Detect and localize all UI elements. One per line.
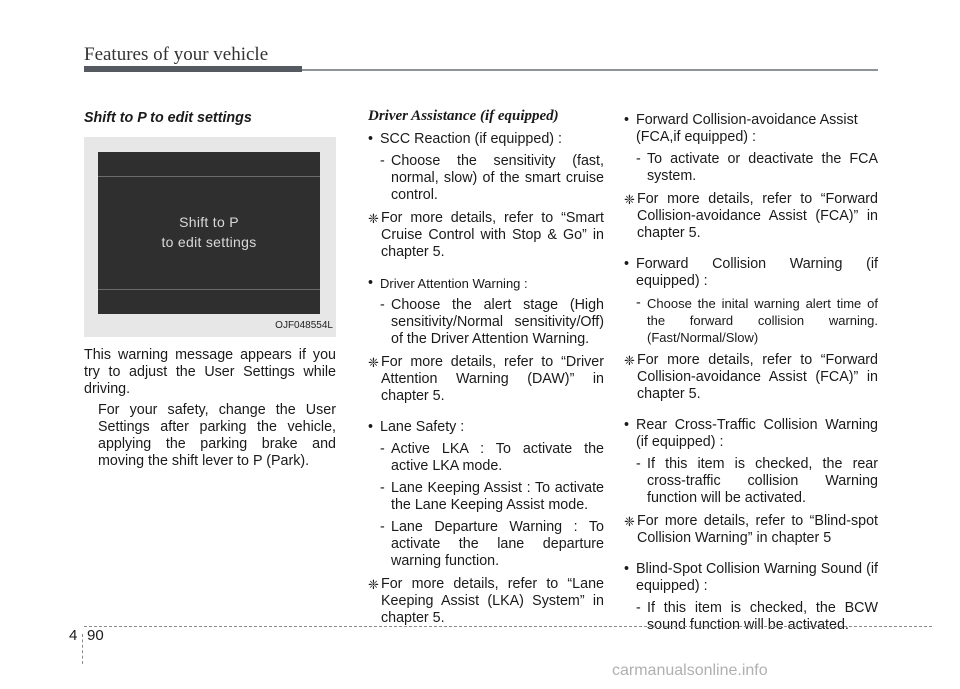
note-icon: ❈ <box>624 353 635 368</box>
list-item <box>368 131 604 148</box>
note <box>368 576 604 627</box>
list-item-label: Rear Cross-Traffic Collision Warning (if equipped) : <box>636 417 878 450</box>
sub-item <box>380 297 604 348</box>
note-icon: ❈ <box>368 577 379 592</box>
dash-icon: - <box>636 295 641 311</box>
footer-divider <box>82 634 83 664</box>
bullet-icon: • <box>624 561 630 577</box>
footer-rule <box>84 626 932 627</box>
list-item <box>368 419 604 436</box>
page-header-title: Features of your vehicle <box>84 44 269 65</box>
watermark: carmanualsonline.info <box>612 662 768 679</box>
cluster-screen <box>98 152 320 314</box>
sub-item-text: To activate or deactivate the FCA system. <box>647 151 878 184</box>
column-2 <box>368 108 604 627</box>
screen-divider-top <box>98 176 320 177</box>
bullet-icon: • <box>624 417 630 433</box>
image-code: OJF048554L <box>275 320 333 331</box>
sub-item-text: Active LKA : To activate the active LKA mode. <box>391 441 604 474</box>
list-item <box>368 275 604 292</box>
note <box>624 191 878 242</box>
list-item <box>624 561 878 595</box>
sub-item <box>636 456 878 507</box>
sub-item-text: Choose the inital warning alert time of the forward collision warning. (Fast/Normal/Slow) <box>647 296 878 345</box>
sub-item <box>380 480 604 514</box>
list-item-label: Forward Collision Warning (if equipped) : <box>636 256 878 289</box>
sub-item <box>636 600 878 634</box>
sub-item-text: Choose the sensitivity (fast, normal, slow) of the smart cruise control. <box>391 153 604 203</box>
bullet-icon: • <box>624 112 630 128</box>
dash-icon: - <box>380 297 385 313</box>
note-text: For more details, refer to “Blind-spot Collision Warning” in chapter 5 <box>637 513 878 546</box>
sub-item-text: Lane Departure Warning : To activate the lane departure warning function. <box>391 519 604 569</box>
list-item <box>624 417 878 451</box>
note-text: For more details, refer to “Forward Collision-avoidance Assist (FCA)” in chapter 5. <box>637 191 878 241</box>
note-text: For more details, refer to “Lane Keeping Assist (LKA) System” in chapter 5. <box>381 576 604 626</box>
dash-icon: - <box>380 480 385 496</box>
sub-item <box>636 295 878 346</box>
header-rule-light <box>302 69 878 71</box>
sub-item-text: If this item is checked, the BCW sound function will be activated. <box>647 600 878 633</box>
sub-item-text: Choose the alert stage (High sensitivity/Normal sensitivity/Off) of the Driver Attention Warning. <box>391 297 604 347</box>
sub-item-text: If this item is checked, the rear cross-traffic collision Warning function will be activated. <box>647 456 878 506</box>
note <box>368 210 604 261</box>
section-heading-driver-assistance: Driver Assistance (if equipped) <box>368 108 559 124</box>
screen-divider-bottom <box>98 289 320 290</box>
intro-paragraph: This warning message appears if you try to adjust the User Settings while driving. <box>84 347 336 397</box>
column-1 <box>84 108 336 470</box>
sub-item <box>380 153 604 204</box>
header-rule-dark <box>84 66 302 72</box>
note-text: For more details, refer to “Forward Collision-avoidance Assist (FCA)” in chapter 5. <box>637 352 878 402</box>
list-item-label: SCC Reaction (if equipped) : <box>380 131 562 147</box>
section-heading-shift-to-p: Shift to P to edit settings <box>84 110 252 126</box>
note <box>368 354 604 405</box>
note-icon: ❈ <box>624 514 635 529</box>
list-item <box>624 112 878 146</box>
note-icon: ❈ <box>624 192 635 207</box>
list-item-label: Lane Safety : <box>380 419 465 435</box>
sub-item <box>380 519 604 570</box>
note-text: For more details, refer to “Smart Cruise Control with Stop & Go” in chapter 5. <box>381 210 604 260</box>
note <box>624 352 878 403</box>
dash-icon: - <box>636 151 641 167</box>
sub-item <box>636 151 878 185</box>
note-text: For more details, refer to “Driver Attention Warning (DAW)” in chapter 5. <box>381 354 604 404</box>
dash-icon: - <box>636 456 641 472</box>
dash-icon: - <box>636 600 641 616</box>
page-chapter: 4 <box>69 627 78 644</box>
list-item-label: Driver Attention Warning : <box>380 276 528 291</box>
screen-message-line1: Shift to P <box>179 214 239 230</box>
list-item-label: Forward Collision-avoidance Assist (FCA,if equipped) : <box>636 112 858 145</box>
sub-item <box>380 441 604 475</box>
bullet-icon: • <box>368 131 374 147</box>
dash-icon: - <box>380 153 385 169</box>
note <box>624 513 878 547</box>
sub-item-text: Lane Keeping Assist : To activate the Lane Keeping Assist mode. <box>391 480 604 513</box>
list-item-label: Blind-Spot Collision Warning Sound (if equipped) : <box>636 561 878 594</box>
cluster-display-image <box>84 137 336 337</box>
bullet-icon: • <box>624 256 630 272</box>
note-icon: ❈ <box>368 211 379 226</box>
bullet-icon: • <box>368 419 374 435</box>
dash-icon: - <box>380 519 385 535</box>
page-number: 90 <box>87 627 104 644</box>
bullet-icon: • <box>368 275 374 291</box>
note-icon: ❈ <box>368 355 379 370</box>
dash-icon: - <box>380 441 385 457</box>
safety-paragraph: For your safety, change the User Settings after parking the vehicle, applying the parking brake and moving the shift lever to P (Park). <box>98 402 336 469</box>
column-3 <box>624 108 878 634</box>
screen-message-line2: to edit settings <box>161 234 257 250</box>
list-item <box>624 256 878 290</box>
